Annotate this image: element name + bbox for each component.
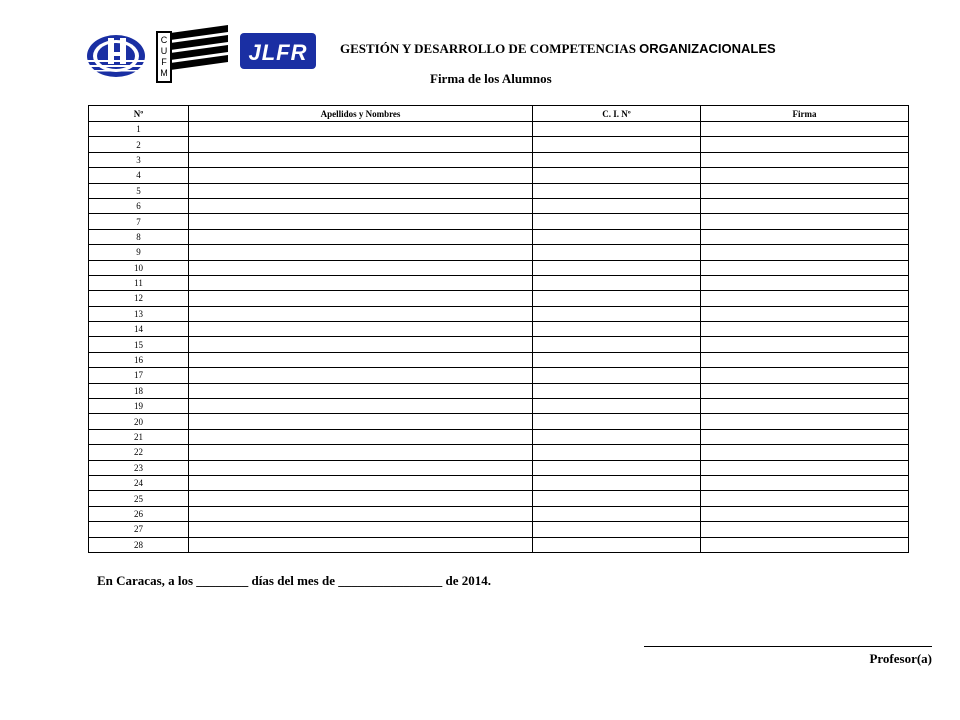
jlfr-logo — [240, 33, 316, 69]
id-cell[interactable] — [533, 152, 701, 167]
row-number: 9 — [89, 245, 189, 260]
signature-cell[interactable] — [701, 383, 909, 398]
document-title — [340, 41, 900, 57]
row-number: 14 — [89, 322, 189, 337]
name-cell[interactable] — [189, 183, 533, 198]
row-number: 20 — [89, 414, 189, 429]
row-number: 11 — [89, 275, 189, 290]
signature-cell[interactable] — [701, 537, 909, 552]
signature-cell[interactable] — [701, 414, 909, 429]
signature-cell[interactable] — [701, 352, 909, 367]
row-number: 27 — [89, 522, 189, 537]
header-name: Apellidos y Nombres — [189, 106, 533, 122]
id-cell[interactable] — [533, 491, 701, 506]
name-cell[interactable] — [189, 245, 533, 260]
table-row — [89, 491, 909, 506]
signature-cell[interactable] — [701, 368, 909, 383]
signature-cell[interactable] — [701, 260, 909, 275]
table-row — [89, 168, 909, 183]
jlfr-logo-icon — [240, 33, 316, 69]
table-row — [89, 152, 909, 167]
name-cell[interactable] — [189, 229, 533, 244]
table-row — [89, 183, 909, 198]
table-row — [89, 322, 909, 337]
signature-cell[interactable] — [701, 291, 909, 306]
id-cell[interactable] — [533, 368, 701, 383]
signature-cell[interactable] — [701, 429, 909, 444]
row-number: 28 — [89, 537, 189, 552]
cufm-logo-icon — [156, 25, 228, 83]
name-cell[interactable] — [189, 322, 533, 337]
university-logo-icon — [86, 34, 146, 78]
svg-text:CUFM: C U F M — [160, 35, 168, 78]
name-cell[interactable] — [189, 460, 533, 475]
signature-line — [644, 646, 932, 647]
row-number: 13 — [89, 306, 189, 321]
id-cell[interactable] — [533, 322, 701, 337]
table-row — [89, 306, 909, 321]
name-cell[interactable] — [189, 537, 533, 552]
signature-table — [88, 105, 909, 553]
name-cell[interactable] — [189, 383, 533, 398]
row-number: 6 — [89, 198, 189, 213]
table-row — [89, 399, 909, 414]
row-number: 7 — [89, 214, 189, 229]
table-row — [89, 414, 909, 429]
signature-cell[interactable] — [701, 399, 909, 414]
row-number: 16 — [89, 352, 189, 367]
id-cell[interactable] — [533, 137, 701, 152]
table-row — [89, 352, 909, 367]
signature-cell[interactable] — [701, 245, 909, 260]
table-row — [89, 445, 909, 460]
name-cell[interactable] — [189, 306, 533, 321]
row-number: 25 — [89, 491, 189, 506]
table-row — [89, 260, 909, 275]
table-row — [89, 291, 909, 306]
name-cell[interactable] — [189, 137, 533, 152]
header-number: Nº — [89, 106, 189, 122]
signature-cell[interactable] — [701, 445, 909, 460]
svg-text:JLFR: JLFR — [248, 40, 308, 65]
table-row — [89, 229, 909, 244]
signature-cell[interactable] — [701, 306, 909, 321]
name-cell[interactable] — [189, 337, 533, 352]
name-cell[interactable] — [189, 399, 533, 414]
row-number: 12 — [89, 291, 189, 306]
name-cell[interactable] — [189, 214, 533, 229]
name-cell[interactable] — [189, 152, 533, 167]
id-cell[interactable] — [533, 168, 701, 183]
document-title-part-1: GESTIÓN Y DESARROLLO DE COMPETENCIAS — [340, 41, 636, 56]
table-row — [89, 429, 909, 444]
row-number: 15 — [89, 337, 189, 352]
table-row — [89, 506, 909, 521]
row-number: 2 — [89, 137, 189, 152]
signature-cell[interactable] — [701, 322, 909, 337]
table-row — [89, 522, 909, 537]
id-cell[interactable] — [533, 460, 701, 475]
signature-cell[interactable] — [701, 122, 909, 137]
table-row — [89, 337, 909, 352]
row-number: 4 — [89, 168, 189, 183]
signature-cell[interactable] — [701, 198, 909, 213]
id-cell[interactable] — [533, 214, 701, 229]
table-row — [89, 275, 909, 290]
name-cell[interactable] — [189, 122, 533, 137]
table-row — [89, 137, 909, 152]
id-cell[interactable] — [533, 260, 701, 275]
table-row — [89, 460, 909, 475]
document-title-part-2: ORGANIZACIONALES — [639, 41, 776, 56]
table-row — [89, 537, 909, 552]
signature-cell[interactable] — [701, 214, 909, 229]
signature-cell[interactable] — [701, 491, 909, 506]
signature-cell[interactable] — [701, 475, 909, 490]
row-number: 8 — [89, 229, 189, 244]
row-number: 5 — [89, 183, 189, 198]
name-cell[interactable] — [189, 429, 533, 444]
id-cell[interactable] — [533, 506, 701, 521]
id-cell[interactable] — [533, 383, 701, 398]
id-cell[interactable] — [533, 445, 701, 460]
id-cell[interactable] — [533, 275, 701, 290]
name-cell[interactable] — [189, 368, 533, 383]
name-cell[interactable] — [189, 475, 533, 490]
table-row — [89, 368, 909, 383]
id-cell[interactable] — [533, 414, 701, 429]
header-id: C. I. Nº — [533, 106, 701, 122]
signature-cell[interactable] — [701, 337, 909, 352]
signature-cell[interactable] — [701, 522, 909, 537]
name-cell[interactable] — [189, 506, 533, 521]
id-cell[interactable] — [533, 537, 701, 552]
signature-label: Profesor(a) — [869, 651, 932, 666]
row-number: 22 — [89, 445, 189, 460]
name-cell[interactable] — [189, 445, 533, 460]
university-logo — [86, 34, 146, 78]
signature-cell[interactable] — [701, 137, 909, 152]
name-cell[interactable] — [189, 260, 533, 275]
closing-statement: En Caracas, a los ________ días del mes de ________________ de 2014. — [97, 573, 491, 588]
id-cell[interactable] — [533, 183, 701, 198]
id-cell[interactable] — [533, 229, 701, 244]
id-cell[interactable] — [533, 198, 701, 213]
id-cell[interactable] — [533, 429, 701, 444]
signature-cell[interactable] — [701, 275, 909, 290]
signature-cell[interactable] — [701, 460, 909, 475]
row-number: 3 — [89, 152, 189, 167]
header-signature: Firma — [701, 106, 909, 122]
name-cell[interactable] — [189, 198, 533, 213]
row-number: 10 — [89, 260, 189, 275]
id-cell[interactable] — [533, 291, 701, 306]
row-number: 19 — [89, 399, 189, 414]
name-cell[interactable] — [189, 168, 533, 183]
id-cell[interactable] — [533, 522, 701, 537]
name-cell[interactable] — [189, 522, 533, 537]
row-number: 26 — [89, 506, 189, 521]
id-cell[interactable] — [533, 245, 701, 260]
name-cell[interactable] — [189, 352, 533, 367]
table-row — [89, 214, 909, 229]
document-subtitle: Firma de los Alumnos — [430, 71, 552, 86]
row-number: 21 — [89, 429, 189, 444]
name-cell[interactable] — [189, 414, 533, 429]
table-row — [89, 383, 909, 398]
table-row — [89, 198, 909, 213]
signature-cell[interactable] — [701, 152, 909, 167]
table-row — [89, 475, 909, 490]
signature-cell[interactable] — [701, 168, 909, 183]
id-cell[interactable] — [533, 475, 701, 490]
row-number: 23 — [89, 460, 189, 475]
table-header-row — [89, 106, 909, 122]
row-number: 24 — [89, 475, 189, 490]
id-cell[interactable] — [533, 306, 701, 321]
id-cell[interactable] — [533, 399, 701, 414]
name-cell[interactable] — [189, 275, 533, 290]
row-number: 17 — [89, 368, 189, 383]
id-cell[interactable] — [533, 352, 701, 367]
signature-cell[interactable] — [701, 229, 909, 244]
signature-cell[interactable] — [701, 506, 909, 521]
table-row — [89, 245, 909, 260]
id-cell[interactable] — [533, 122, 701, 137]
name-cell[interactable] — [189, 291, 533, 306]
cufm-logo — [156, 25, 228, 83]
id-cell[interactable] — [533, 337, 701, 352]
name-cell[interactable] — [189, 491, 533, 506]
table-row — [89, 122, 909, 137]
row-number: 18 — [89, 383, 189, 398]
row-number: 1 — [89, 122, 189, 137]
signature-cell[interactable] — [701, 183, 909, 198]
